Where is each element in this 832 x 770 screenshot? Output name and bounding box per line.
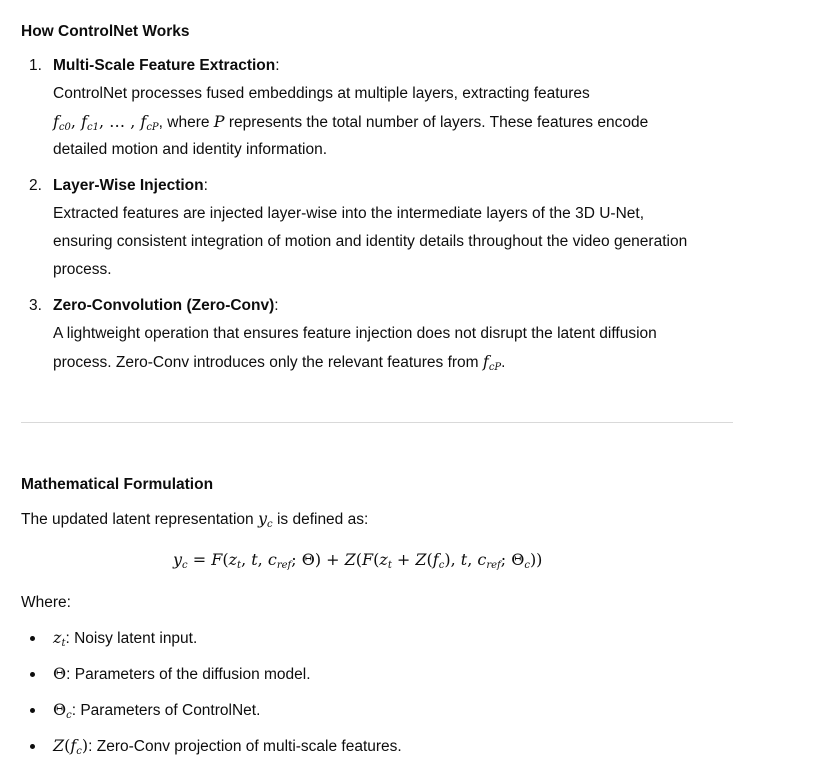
- where-label: Where:: [21, 594, 71, 611]
- item-heading: Zero-Convolution (Zero-Conv): [53, 297, 275, 314]
- item-text: detailed motion and identity information.: [53, 141, 327, 158]
- bullet-dot: [30, 636, 35, 641]
- item-text: A lightweight operation that ensures feature injection does not disrupt the latent diffusion: [53, 325, 657, 342]
- item-heading-line: Multi-Scale Feature Extraction:: [53, 57, 280, 74]
- list-number: 1.: [29, 57, 42, 74]
- math-theta-c: $\Theta_c$: [53, 700, 72, 721]
- item-heading-line: Zero-Convolution (Zero-Conv):: [53, 297, 279, 314]
- item-text: ensuring consistent integration of motion and identity details throughout the video generation: [53, 233, 688, 250]
- item-heading: Layer-Wise Injection: [53, 177, 204, 194]
- section-heading-how-controlnet-works: How ControlNet Works: [21, 23, 190, 40]
- math-fcP: $f_{cP}$: [482, 352, 502, 373]
- item-text: process.: [53, 261, 112, 278]
- item-text: Extracted features are injected layer-wise into the intermediate layers of the 3D U-Net,: [53, 205, 644, 222]
- list-number: 2.: [29, 177, 42, 194]
- list-item: $\Theta_c$: Parameters of ControlNet.: [53, 700, 261, 721]
- equation: $y_c = F(z_t$, t, $c_{ref}$; $\Theta) + Z(F(z_t + Z(f_c)$, t, $c_{ref}$; $\Theta_c$)): [173, 550, 543, 571]
- list-item: $Z(f_c)$: Zero-Conv projection of multi-scale features.: [53, 736, 402, 757]
- intro-text: The updated latent representation $y_c$ is defined as:: [21, 509, 369, 530]
- list-number: 3.: [29, 297, 42, 314]
- section-divider: [21, 422, 733, 423]
- list-item: Θ: Parameters of the diffusion model.: [53, 664, 311, 683]
- math-P: P: [213, 112, 225, 131]
- item-text: ControlNet processes fused embeddings at multiple layers, extracting features: [53, 85, 590, 102]
- section-heading-mathematical-formulation: Mathematical Formulation: [21, 476, 214, 493]
- bullet-dot: [30, 672, 35, 677]
- item-text-math: $f_{c0}$, $f_{c1}$, … , $f_{cP}$, where P represents the total number of layers. These features encode: [53, 112, 649, 133]
- math-zfc: Z: [53, 736, 65, 755]
- bullet-dot: [30, 744, 35, 749]
- item-text-math: process. Zero-Conv introduces only the relevant features from $f_{cP}$.: [53, 352, 506, 373]
- bullet-dot: [30, 708, 35, 713]
- math-theta: Θ: [53, 664, 67, 683]
- list-item: $z_t$: Noisy latent input.: [53, 628, 198, 649]
- math-yc: $y_c$: [257, 509, 273, 530]
- item-heading-line: Layer-Wise Injection:: [53, 177, 208, 194]
- math-features: $f_{c0}$: [53, 112, 71, 133]
- math-zt: $z_t$: [53, 628, 66, 649]
- item-heading: Multi-Scale Feature Extraction: [53, 57, 276, 74]
